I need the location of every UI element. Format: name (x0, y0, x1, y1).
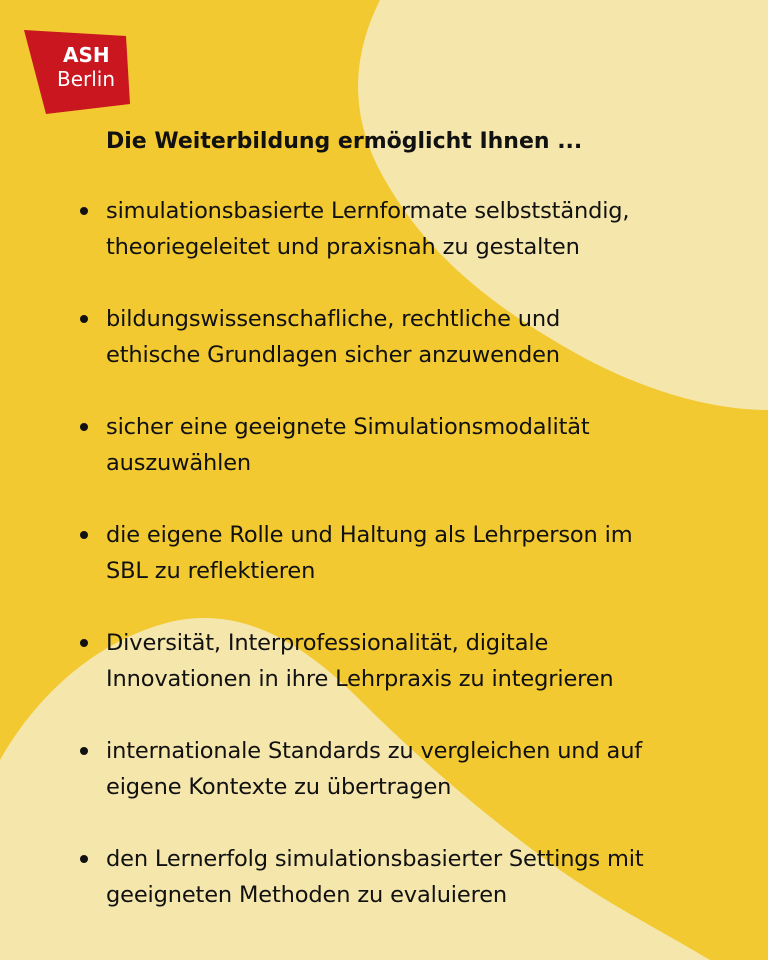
list-item (0, 407, 768, 515)
page-heading: Die Weiterbildung ermöglicht Ihnen ... (106, 129, 583, 154)
logo-text-berlin: Berlin (57, 67, 116, 91)
list-item-text-line: Innovationen in ihre Lehrpraxis zu integrieren (106, 666, 614, 692)
list-item-text-line: sicher eine geeignete Simulationsmodalität (106, 414, 590, 440)
list-item-text-line: internationale Standards zu vergleichen und auf (106, 738, 643, 764)
list-item-text-line: SBL zu reflektieren (106, 558, 316, 584)
list-item (0, 731, 768, 839)
list-item-text-line: theoriegeleitet und praxisnah zu gestalten (106, 234, 580, 260)
list-item (0, 839, 768, 947)
bullet-point (80, 531, 88, 539)
benefits-list (0, 191, 768, 947)
bullet-point (80, 315, 88, 323)
list-item (0, 191, 768, 299)
list-item-text-line: bildungswissenschafliche, rechtliche und (106, 306, 561, 332)
list-item (0, 515, 768, 623)
bullet-point (80, 747, 88, 755)
list-item-text-line: simulationsbasierte Lernformate selbstständig, (106, 198, 630, 224)
ash-berlin-logo (22, 28, 132, 118)
list-item (0, 623, 768, 731)
list-item (0, 299, 768, 407)
bullet-point (80, 855, 88, 863)
list-item-text-line: geeigneten Methoden zu evaluieren (106, 882, 508, 908)
list-item-text-line: die eigene Rolle und Haltung als Lehrperson im (106, 522, 633, 548)
logo-text-ash: ASH (63, 43, 110, 67)
list-item-text-line: eigene Kontexte zu übertragen (106, 774, 452, 800)
list-item-text-line: ethische Grundlagen sicher anzuwenden (106, 342, 560, 368)
bullet-point (80, 423, 88, 431)
list-item-text-line: Diversität, Interprofessionalität, digitale (106, 630, 549, 656)
list-item-text-line: auszuwählen (106, 450, 251, 476)
list-item-text-line: den Lernerfolg simulationsbasierter Settings mit (106, 846, 644, 872)
bullet-point (80, 207, 88, 215)
bullet-point (80, 639, 88, 647)
